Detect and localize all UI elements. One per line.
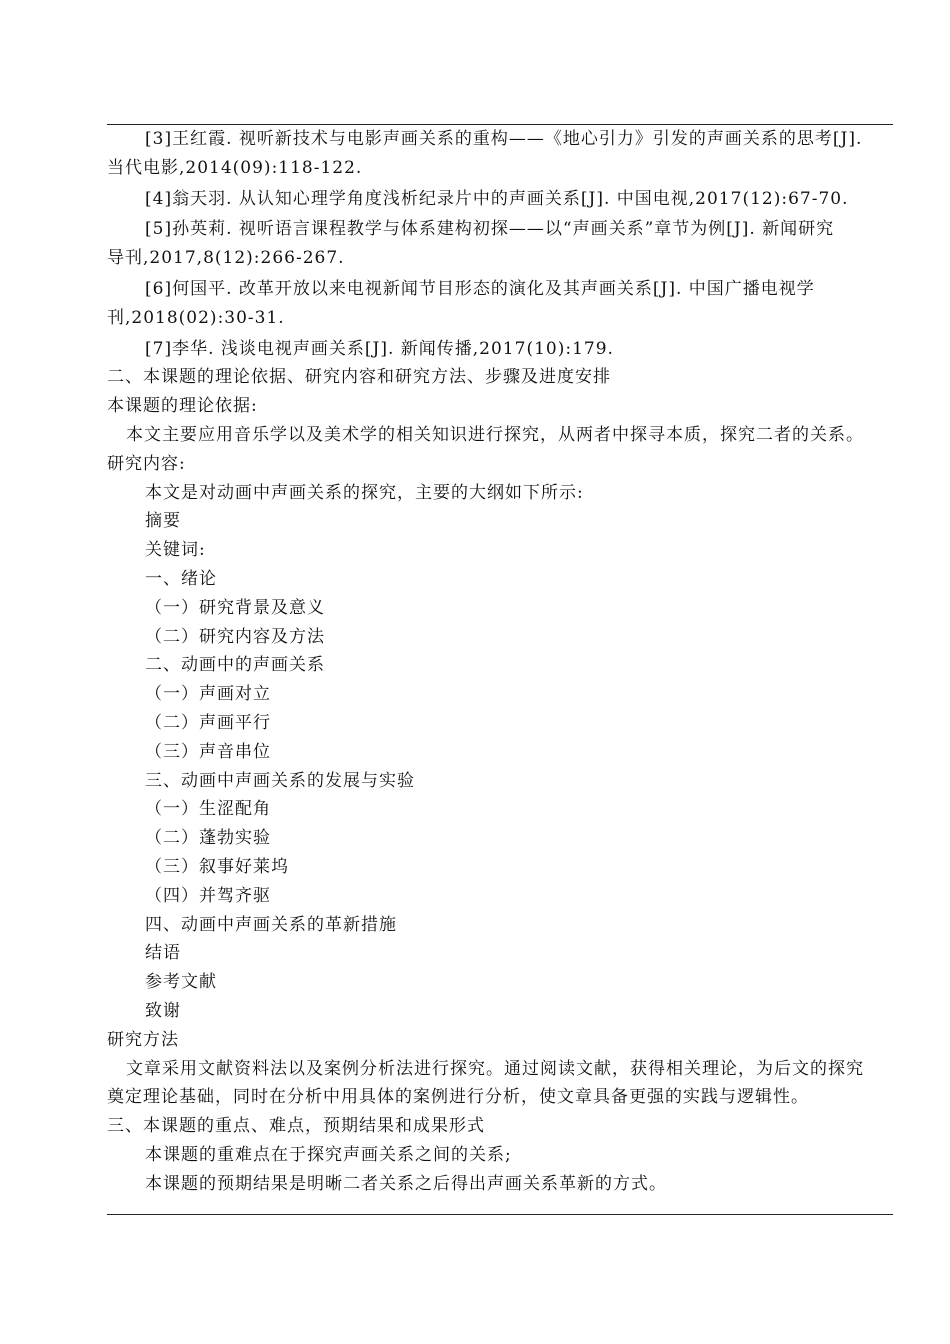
outline-item: 四、动画中声画关系的革新措施 bbox=[145, 914, 397, 935]
outline-list bbox=[107, 507, 893, 1025]
outline-item: 摘要 bbox=[145, 511, 181, 532]
method-label: 研究方法 bbox=[107, 1029, 179, 1050]
outline-item: 结语 bbox=[145, 943, 181, 964]
method-text: 文章采用文献资料法以及案例分析法进行探究。通过阅读文献，获得相关理论，为后文的探究 bbox=[126, 1058, 864, 1079]
outline-item: （一）研究背景及意义 bbox=[145, 597, 325, 618]
outline-item: 二、动画中的声画关系 bbox=[145, 655, 325, 676]
reference-line: [7]李华. 浅谈电视声画关系[J]. 新闻传播,2017(10):179. bbox=[145, 338, 614, 359]
key-point-text: 本课题的重难点在于探究声画关系之间的关系; bbox=[145, 1144, 512, 1165]
reference-item bbox=[107, 275, 893, 333]
outline-item: 关键词: bbox=[145, 540, 206, 561]
reference-line: [4]翁天羽. 从认知心理学角度浅析纪录片中的声画关系[J]. 中国电视,2017(12):67-70. bbox=[145, 188, 849, 209]
bottom-rule bbox=[107, 1214, 893, 1215]
reference-item bbox=[107, 125, 893, 183]
document-content bbox=[107, 125, 893, 1198]
outline-item: （二）蓬勃实验 bbox=[145, 828, 271, 849]
outline-item: 致谢 bbox=[145, 1000, 181, 1021]
section-heading: 二、本课题的理论依据、研究内容和研究方法、步骤及进度安排 bbox=[107, 367, 611, 388]
content-label: 研究内容: bbox=[107, 453, 186, 474]
reference-line: [6]何国平. 改革开放以来电视新闻节目形态的演化及其声画关系[J]. 中国广播电视学 bbox=[145, 278, 815, 299]
reference-line: [5]孙英莉. 视听语言课程教学与体系建构初探——以“声画关系”章节为例[J]. 新闻研究 bbox=[145, 219, 835, 240]
reference-line: 导刊,2017,8(12):266-267. bbox=[107, 248, 345, 269]
outline-item: （二）研究内容及方法 bbox=[145, 626, 325, 647]
expected-result-text: 本课题的预期结果是明晰二者关系之后得出声画关系革新的方式。 bbox=[145, 1173, 667, 1194]
method-text: 奠定理论基础，同时在分析中用具体的案例进行分析，使文章具备更强的实践与逻辑性。 bbox=[107, 1087, 809, 1108]
outline-item: （四）并驾齐驱 bbox=[145, 885, 271, 906]
outline-item: （二）声画平行 bbox=[145, 712, 271, 733]
reference-line: 刊,2018(02):30-31. bbox=[107, 307, 285, 328]
content-intro: 本文是对动画中声画关系的探究，主要的大纲如下所示: bbox=[145, 482, 584, 503]
theory-text: 本文主要应用音乐学以及美术学的相关知识进行探究，从两者中探寻本质，探究二者的关系。 bbox=[126, 424, 864, 445]
reference-item bbox=[107, 185, 893, 214]
outline-item: （一）生涩配角 bbox=[145, 799, 271, 820]
outline-item: （三）叙事好莱坞 bbox=[145, 856, 289, 877]
outline-item: 一、绪论 bbox=[145, 568, 217, 589]
reference-item bbox=[107, 215, 893, 273]
reference-line: 当代电影,2014(09):118-122. bbox=[107, 157, 363, 178]
theory-label: 本课题的理论依据: bbox=[107, 396, 258, 417]
outline-item: （三）声音串位 bbox=[145, 741, 271, 762]
reference-line: [3]王红霞. 视听新技术与电影声画关系的重构——《地心引力》引发的声画关系的思考[J]. bbox=[145, 129, 863, 149]
reference-item bbox=[107, 335, 893, 364]
section-heading: 三、本课题的重点、难点，预期结果和成果形式 bbox=[107, 1116, 485, 1137]
outline-item: 三、动画中声画关系的发展与实验 bbox=[145, 770, 415, 791]
outline-item: （一）声画对立 bbox=[145, 684, 271, 705]
outline-item: 参考文献 bbox=[145, 972, 217, 993]
